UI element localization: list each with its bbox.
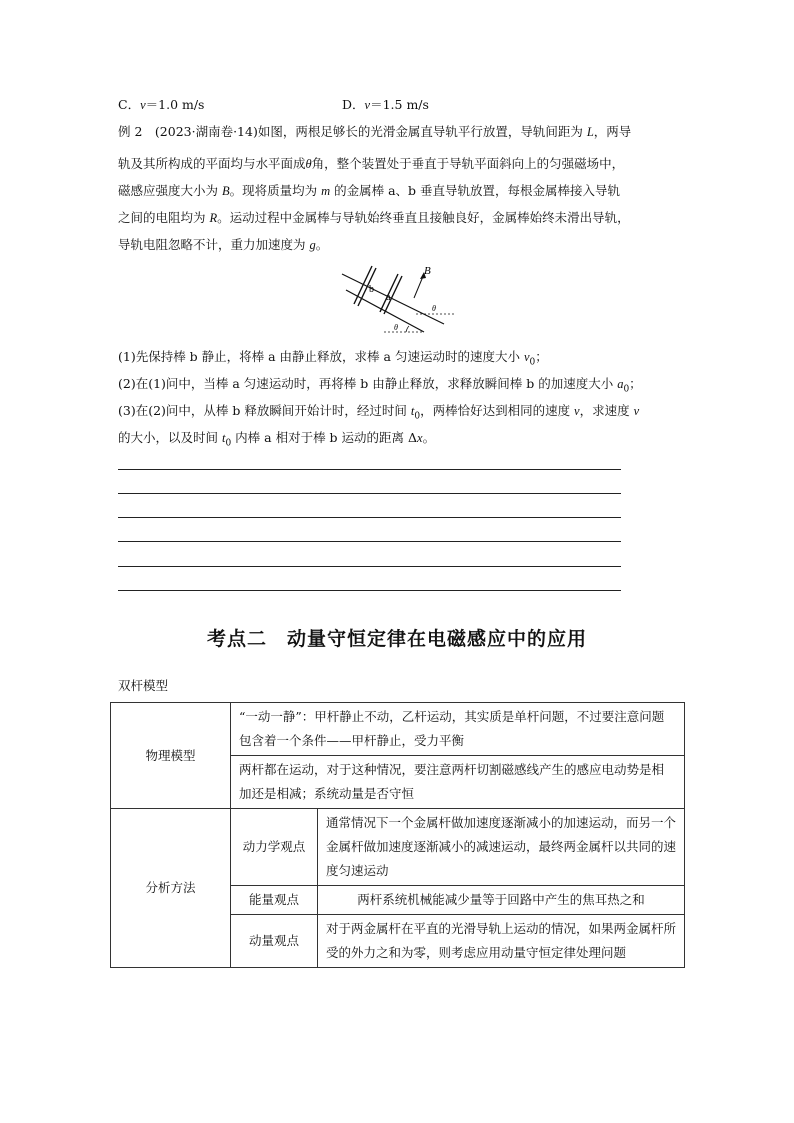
question-3: (3)在(2)问中，从棒 b 释放瞬间开始计时，经过时间 $t_0$，两棒恰好达到相同的速度 v，求速度 v (118, 403, 640, 422)
physical-model-cell: 物理模型 (111, 703, 231, 809)
example-line-4: 之间的电阻均为 R。运动过程中金属棒与导轨始终垂直且接触良好，金属棒始终未滑出导轨， (118, 210, 630, 225)
question-1: (1)先保持棒 b 静止，将棒 a 由静止释放，求棒 a 匀速运动时的速度大小 $v_0$； (118, 349, 548, 368)
energy-text: 两杆系统机械能减少量等于回路中产生的焦耳热之和 (318, 886, 685, 915)
dynamics-text: 通常情况下一个金属杆做加速度逐渐减小的加速运动，而另一个金属杆做加速度逐渐减小的减速运动，最终两金属杆以共同的速度匀速运动 (318, 809, 685, 886)
question-2: (2)在(1)问中，当棒 a 匀速运动时，再将棒 b 由静止释放，求释放瞬间棒 b 的加速度大小 $a_0$； (118, 376, 642, 395)
option-c: C．v＝1.0 m/s (118, 97, 205, 112)
momentum-text: 对于两金属杆在平直的光滑导轨上运动的情况，如果两金属杆所受的外力之和为零，则考虑应用动量守恒定律处理问题 (318, 915, 685, 968)
label-a: a (386, 292, 391, 303)
example-line-1: 例 2 (2023·湖南卷·14)如图，两根足够长的光滑金属直导轨平行放置，导轨间距为 L，两导 (118, 124, 632, 139)
pm-row-2: 两杆都在运动，对于这种情况，要注意两杆切割磁感线产生的感应电动势是相加还是相减；系统动量是否守恒 (231, 756, 685, 809)
energy-label: 能量观点 (231, 886, 318, 915)
answer-line[interactable] (118, 493, 621, 494)
option-d: D．v＝1.5 m/s (342, 97, 429, 112)
dynamics-label: 动力学观点 (231, 809, 318, 886)
pm-row-1: “一动一静”：甲杆静止不动，乙杆运动，其实质是单杆问题，不过要注意问题包含着一个条件——甲杆静止，受力平衡 (231, 703, 685, 756)
answer-line[interactable] (118, 469, 621, 470)
answer-line[interactable] (118, 517, 621, 518)
subheading: 双杆模型 (118, 678, 169, 693)
label-b: b (369, 284, 374, 295)
momentum-label: 动量观点 (231, 915, 318, 968)
section-title: 考点二 动量守恒定律在电磁感应中的应用 (206, 628, 587, 650)
answer-line[interactable] (118, 566, 621, 567)
analysis-method-cell: 分析方法 (111, 809, 231, 968)
rail-upper (342, 274, 444, 324)
label-B: B (424, 265, 431, 277)
rail-figure (336, 260, 466, 336)
example-line-2: 轨及其所构成的平面均与水平面成θ角，整个装置处于垂直于导轨平面斜向上的匀强磁场中， (118, 156, 625, 171)
answer-line[interactable] (118, 590, 621, 591)
example-line-5: 导轨电阻忽略不计，重力加速度为 g。 (118, 237, 329, 252)
label-theta-lower: θ (394, 323, 398, 332)
example-line-3: 磁感应强度大小为 B。现将质量均为 m 的金属棒 a、b 垂直导轨放置，每根金属棒接入导轨 (118, 183, 621, 198)
model-table (110, 702, 685, 968)
question-3-cont: 的大小，以及时间 $t_0$ 内棒 a 相对于棒 b 运动的距离 Δx。 (118, 430, 436, 449)
label-theta-upper: θ (432, 304, 436, 313)
answer-line[interactable] (118, 541, 621, 542)
